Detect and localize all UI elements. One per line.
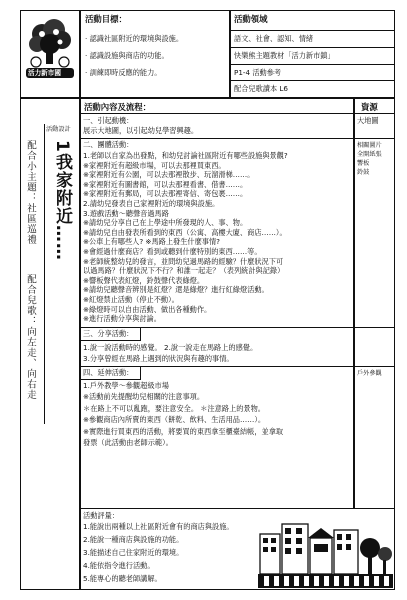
group-divider bbox=[80, 327, 395, 328]
activity-line: 3.遊戲活動～聽聲音過馬路 bbox=[83, 208, 169, 218]
goal-item: ‧ 認識社區附近的環境與設施。 bbox=[85, 34, 184, 43]
activity-design-label: 活動設計 bbox=[46, 126, 71, 133]
domain-row-line bbox=[229, 80, 395, 81]
song-label: 配合兒歌：向左走、向右走 bbox=[25, 274, 36, 400]
street-illustration bbox=[258, 520, 393, 588]
left-column-divider bbox=[44, 124, 45, 424]
activity-line: ※家裡附近有超級市場，可以去那裡買東西。 bbox=[83, 160, 226, 170]
evaluation-title: 活動評量： bbox=[83, 511, 119, 520]
activity-line: ※家裡附近有公園，可以去那裡散步、玩溜滑梯……。 bbox=[83, 170, 255, 180]
domain-line: 語文、社會、認知、情緒 bbox=[234, 34, 314, 43]
process-title: 活動內容及流程： bbox=[84, 102, 151, 112]
group-resource: 鈴鼓 bbox=[357, 169, 370, 176]
evaluation-line: 1.能說出兩種以上社區附近會有的商店與設施。 bbox=[83, 522, 234, 531]
process-header-bottom bbox=[80, 113, 395, 114]
share-divider bbox=[80, 366, 395, 367]
evaluation-line: 4.能依指令進行活動。 bbox=[83, 561, 155, 570]
share-line: 1.說一說活動時的感覺。 2.說一說走在馬路上的感覺。 bbox=[83, 343, 258, 352]
group-resource: 相關圖片 bbox=[357, 142, 382, 149]
activity-line: 1.老師以自家為出發點，和幼兒討論社區附近有哪些設施與景觀? bbox=[83, 151, 288, 160]
intro-divider bbox=[80, 138, 395, 139]
intro-title: 一、引起動機： bbox=[83, 116, 134, 125]
group-title: 二、團體活動： bbox=[83, 140, 134, 149]
activity-line: 1.戶外教學～參觀超級市場 bbox=[83, 381, 169, 390]
activity-line: ※家裡附近有圖書館，可以去那裡看書、借書……。 bbox=[83, 179, 248, 189]
intro-line: 展示大地圖，以引起幼兒學習興趣。 bbox=[83, 126, 199, 135]
header-divider-vertical-1 bbox=[79, 10, 81, 98]
activity-line: ※老師統整幼兒的發言，並問幼兒過馬路的經驗？什麼狀況下可 bbox=[83, 256, 284, 266]
resources-column-divider bbox=[353, 97, 355, 508]
evaluation-line: 3.能描述自己住家附近的環境。 bbox=[83, 548, 184, 557]
activity-line: ※家裡附近有郵局，可以去那裡寄信、寄包裹……。 bbox=[83, 189, 248, 199]
resources-title: 資源 bbox=[361, 102, 378, 112]
activity-line: ※請幼兒自由發表所看到的東西（公寓、高樓大廈、商店……）。 bbox=[83, 227, 287, 237]
domain-line: P1-4 活動參考 bbox=[234, 68, 282, 77]
activity-line: ※綠燈時可以自由活動、做出各種動作。 bbox=[83, 304, 212, 314]
activity-line: ※響板聲代表紅燈，鈴鼓聲代表綠燈。 bbox=[83, 275, 205, 285]
header-bottom-line bbox=[20, 97, 395, 99]
activity-line: 發票（此活動由老師示範）。 bbox=[83, 438, 173, 447]
activity-line: ※請幼兒分享自己在上學途中所發現的人、事、物。 bbox=[83, 218, 248, 228]
domain-line: 配合兒歌讀本 L6 bbox=[234, 84, 288, 93]
share-title-side bbox=[140, 328, 141, 341]
activity-line: 2.請幼兒發表自己家裡附近的環境與設施。 bbox=[83, 199, 220, 208]
activity-line: ※進行活動分享與討論。 bbox=[83, 314, 161, 324]
activity-line: 以過馬路？什麼狀況下不行？和誰一起走？（表列統計與記錄） bbox=[83, 266, 285, 276]
activity-line: ※紅燈禁止活動（停止不動）。 bbox=[83, 295, 179, 304]
goals-title: 活動目標： bbox=[85, 14, 127, 24]
group-resource: 全開紙張 bbox=[357, 151, 382, 158]
logo-caption: 活力新市國 bbox=[28, 69, 61, 77]
goal-item: ‧ 認識設施與商店的功能。 bbox=[85, 51, 169, 60]
evaluation-line: 5.能專心的聽老師講解。 bbox=[83, 574, 162, 583]
header-divider-vertical-2 bbox=[229, 10, 231, 98]
group-resource: 響板 bbox=[357, 160, 370, 167]
domain-title: 活動領域 bbox=[234, 14, 268, 24]
activity-line: ※會經過什麼商店？看到或聽到什麼特別的東西……等。 bbox=[83, 247, 262, 256]
evaluation-line: 2.能說一種商店與設施的功能。 bbox=[83, 535, 184, 544]
activity-line: ※實際進行買東西的活動，將要買的東西拿至櫃臺結帳，並拿取 bbox=[83, 426, 284, 436]
extend-title-side bbox=[140, 367, 141, 380]
share-title-underline bbox=[80, 340, 140, 341]
activity-line: ※活動前先提醒幼兒相關的注意事項。 bbox=[83, 392, 205, 402]
school-logo bbox=[22, 12, 78, 84]
intro-resource: 大地圖 bbox=[357, 116, 379, 125]
share-title: 三、分享活動： bbox=[83, 329, 134, 338]
domain-row-line bbox=[229, 47, 395, 48]
activity-line: ※參觀商店內所賣的東西（餅乾、飲料、生活用品……）。 bbox=[83, 415, 266, 425]
title-column-divider bbox=[79, 97, 81, 590]
lesson-big-title: 1我家附近…… bbox=[52, 140, 72, 261]
share-line: 3.分享曾經在馬路上遇到的狀況與有趣的事情。 bbox=[83, 354, 234, 363]
extend-resource: 戶外參觀 bbox=[357, 370, 382, 377]
domain-row-line bbox=[229, 64, 395, 65]
activity-line: ※請幼兒聽聲音辨別是紅燈？還是綠燈？進行紅綠燈活動。 bbox=[83, 285, 269, 295]
activity-line: ＊在路上不可以亂跑，要注意安全。 ＊注意路上的景物。 bbox=[83, 403, 265, 413]
goal-item: ‧ 訓練即時反應的能力。 bbox=[85, 68, 162, 77]
subtopic-label: 配合小主題：社區巡禮 bbox=[25, 140, 36, 245]
extend-title-underline bbox=[80, 379, 140, 380]
extend-title: 四、延伸活動： bbox=[83, 368, 134, 377]
activity-line: ※公車上有哪些人? ※馬路上發生什麼事情? bbox=[83, 237, 220, 247]
extend-divider bbox=[80, 508, 395, 509]
domain-line: 快樂熊主題教材「活力新市鎮」 bbox=[234, 51, 335, 60]
domain-row-line bbox=[229, 30, 395, 31]
